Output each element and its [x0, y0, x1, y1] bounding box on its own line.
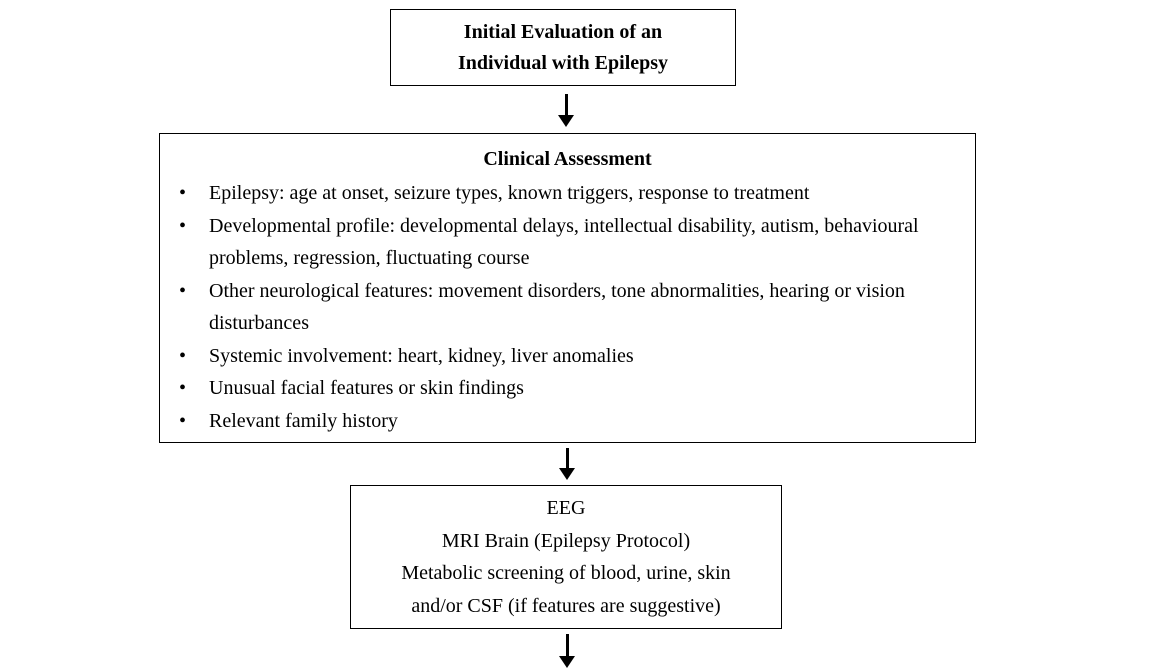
bullet-item-developmental-profile — [160, 210, 975, 275]
bullet-icon: • — [179, 344, 187, 367]
bullet-item-family-history — [160, 405, 975, 438]
bullet-item-systemic-involvement — [160, 340, 975, 373]
bullet-text: Developmental profile: developmental delays, intellectual disability, autism, behavioural problems, regression, fluctuating course — [209, 214, 919, 269]
investigation-line-metabolic-2: and/or CSF (if features are suggestive) — [411, 594, 721, 617]
bullet-icon: • — [179, 214, 187, 237]
arrow-head — [559, 468, 575, 480]
bullet-text: Epilepsy: age at onset, seizure types, known triggers, response to treatment — [209, 182, 810, 204]
bullet-icon: • — [179, 279, 187, 302]
arrow-stem — [566, 448, 569, 468]
bullet-text: Systemic involvement: heart, kidney, liver anomalies — [209, 344, 634, 367]
bullet-item-facial-skin-findings — [160, 372, 975, 405]
down-arrow-icon — [557, 94, 575, 127]
initial-evaluation-box — [390, 9, 736, 86]
bullet-icon: • — [179, 377, 187, 399]
bullet-item-epilepsy — [160, 177, 975, 210]
arrow-stem — [566, 634, 569, 656]
clinical-assessment-bullet-list — [160, 177, 975, 437]
initial-evaluation-line-1: Initial Evaluation of an — [463, 20, 663, 43]
clinical-assessment-title: Clinical Assessment — [483, 148, 652, 170]
investigations-box — [350, 485, 782, 629]
initial-evaluation-line-2: Individual with Epilepsy — [457, 51, 669, 74]
bullet-icon: • — [179, 409, 187, 432]
bullet-text: Other neurological features: movement disorders, tone abnormalities, hearing or vision disturbances — [209, 279, 905, 334]
bullet-icon: • — [179, 182, 187, 204]
bullet-text: Relevant family history — [209, 409, 398, 432]
arrow-head — [559, 656, 575, 668]
investigation-line-eeg: EEG — [546, 497, 586, 519]
clinical-assessment-box — [159, 133, 976, 443]
investigation-line-mri: MRI Brain (Epilepsy Protocol) — [441, 529, 691, 552]
arrow-head — [558, 115, 574, 127]
investigation-line-metabolic-1: Metabolic screening of blood, urine, skin — [401, 562, 731, 584]
down-arrow-icon — [558, 634, 576, 668]
bullet-text: Unusual facial features or skin findings — [209, 377, 524, 399]
bullet-item-neurological-features — [160, 275, 975, 340]
down-arrow-icon — [558, 448, 576, 480]
arrow-stem — [565, 94, 568, 115]
